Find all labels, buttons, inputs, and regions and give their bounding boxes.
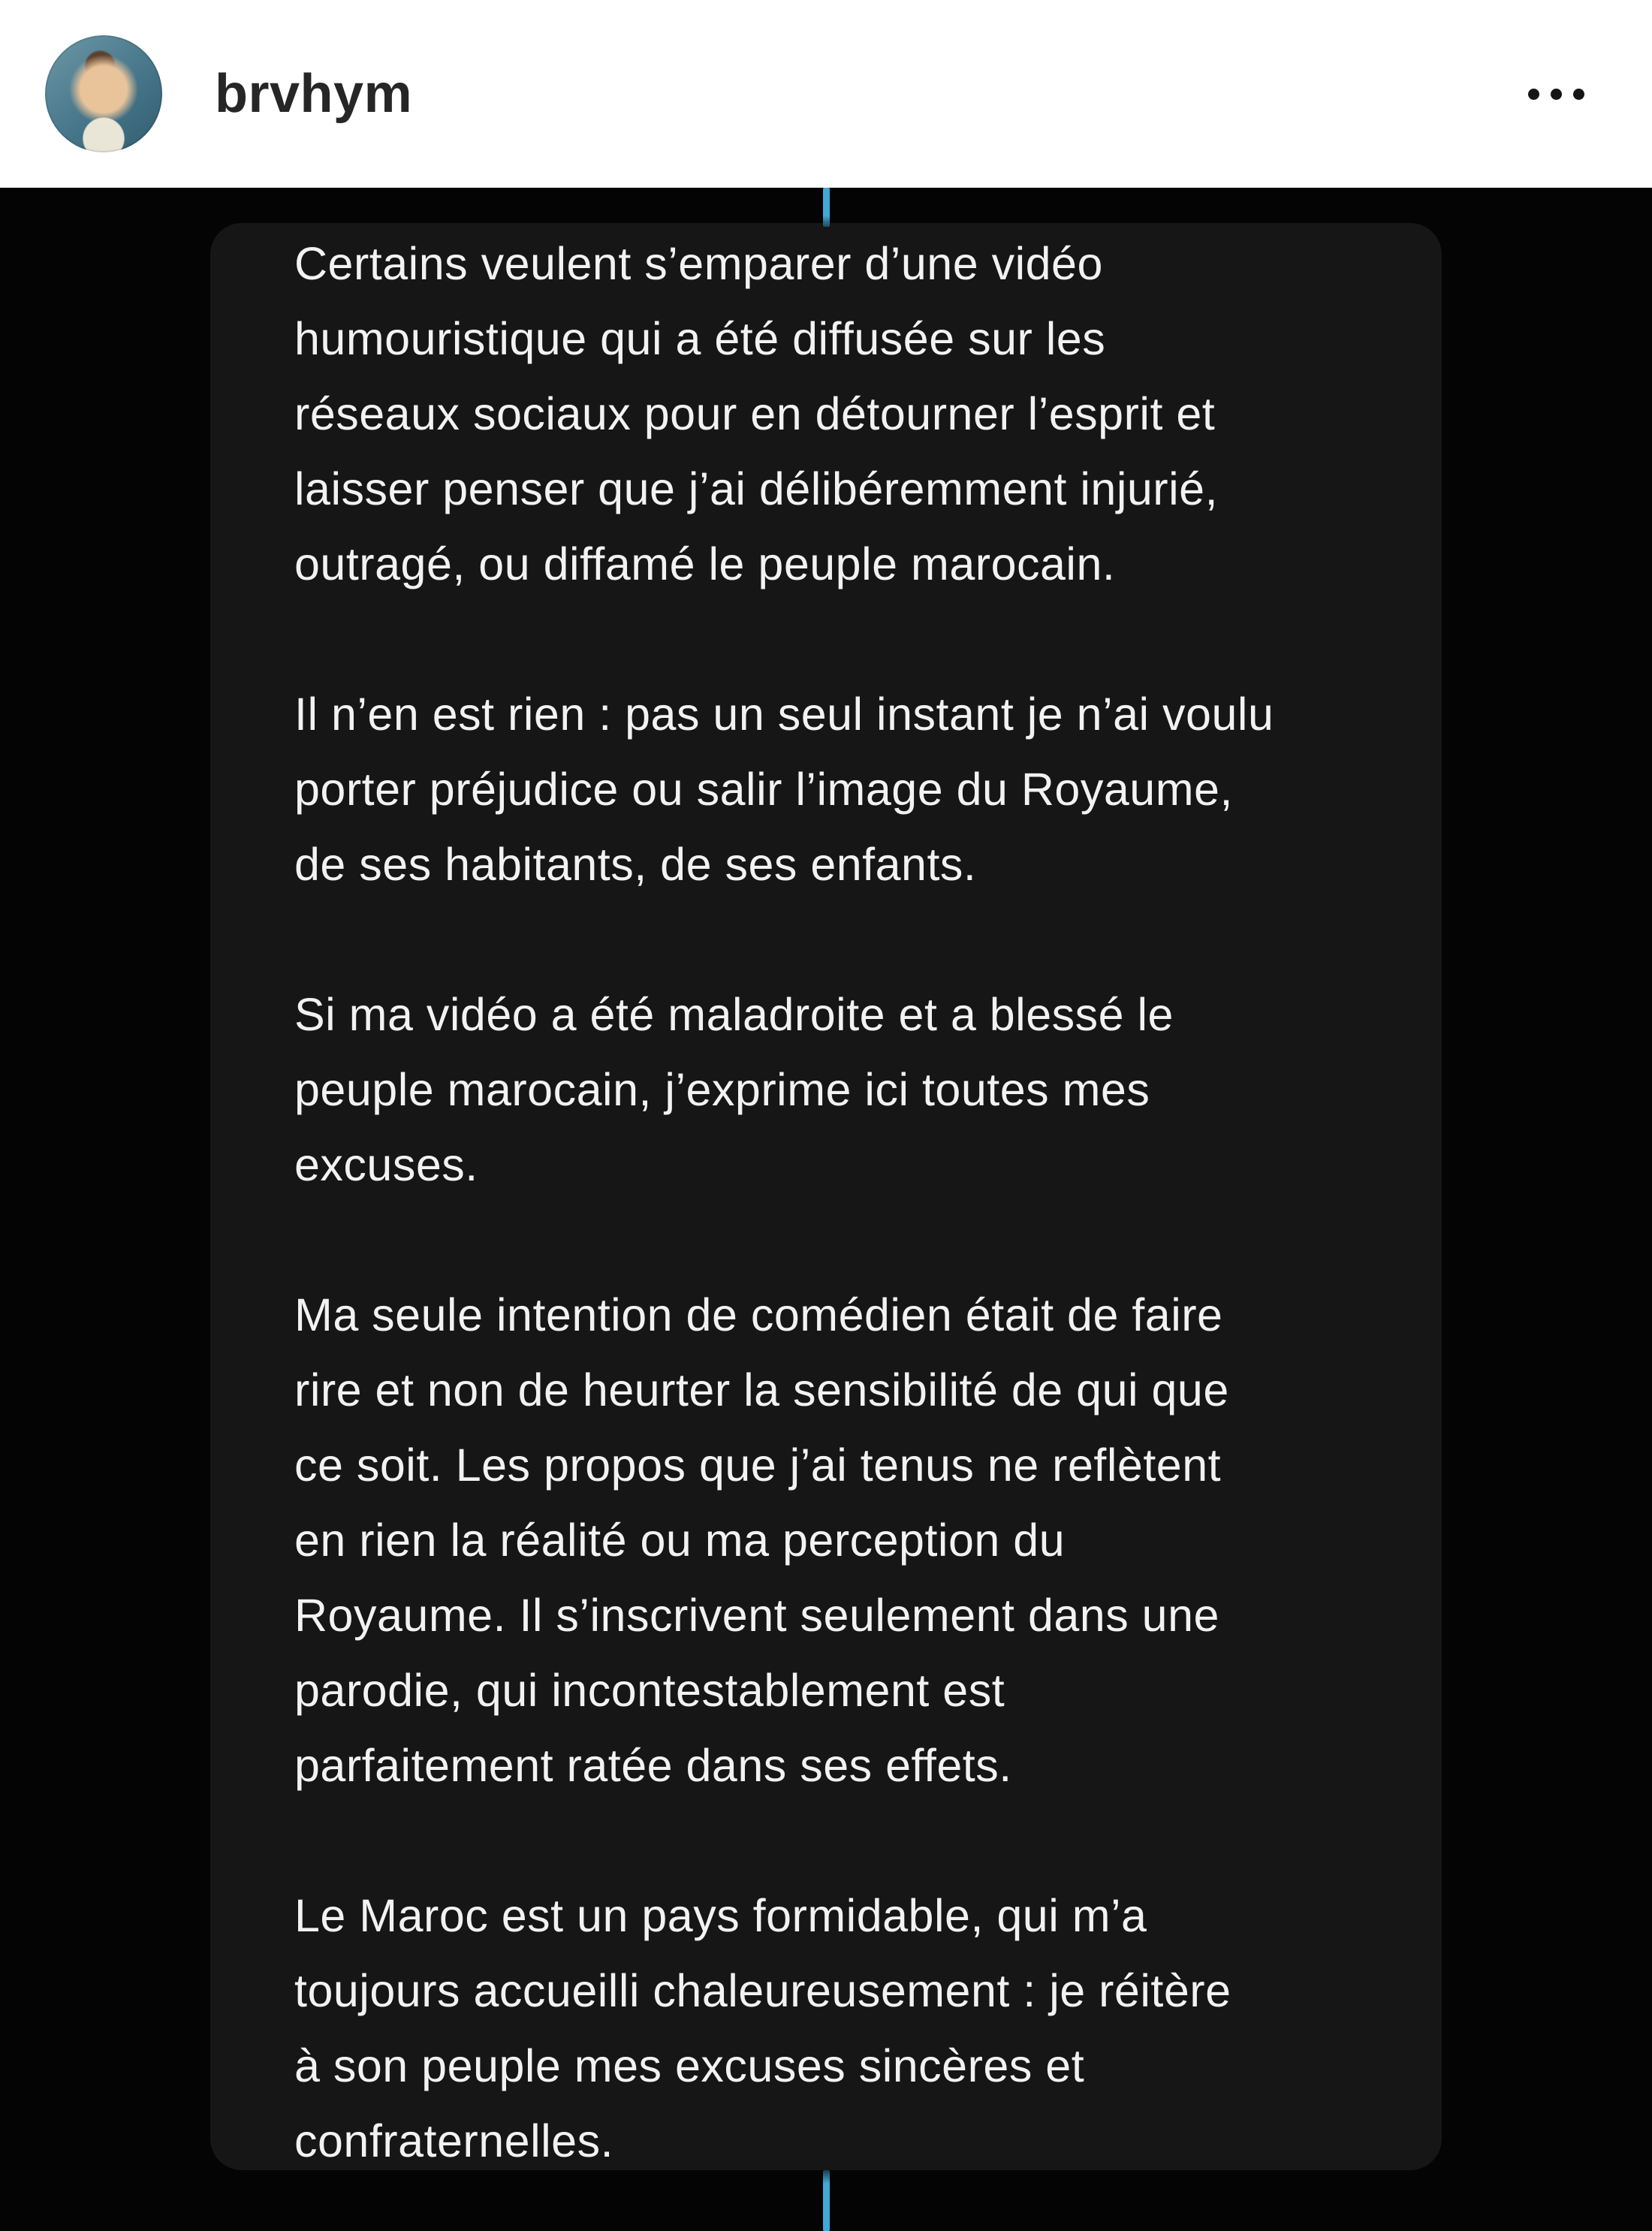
text-line: excuses.: [294, 1139, 478, 1190]
text-line: ce soit. Les propos que j’ai tenus ne reflètent: [294, 1440, 1222, 1491]
text-line: outragé, ou diffamé le peuple marocain.: [294, 538, 1116, 589]
text-line: Le Maroc est un pays formidable, qui m’a: [294, 1890, 1147, 1941]
text-cursor-top: [823, 188, 830, 227]
text-line: de ses habitants, de ses enfants.: [294, 839, 977, 890]
more-options-button[interactable]: [1521, 81, 1592, 107]
username[interactable]: brvhym: [215, 64, 413, 124]
post-image[interactable]: [0, 188, 1652, 2231]
text-line: porter préjudice ou salir l’image du Royaume,: [294, 764, 1233, 815]
paragraph: [294, 1878, 1382, 2178]
text-line: Certains veulent s’emparer d’une vidéo: [294, 238, 1103, 289]
paragraph: [294, 977, 1382, 1202]
text-line: Si ma vidéo a été maladroite et a blessé le: [294, 989, 1174, 1040]
text-line: Ma seule intention de comédien était de faire: [294, 1289, 1223, 1340]
ellipsis-dot-icon: [1551, 89, 1562, 100]
statement-card: [210, 223, 1442, 2170]
text-line: en rien la réalité ou ma perception du: [294, 1515, 1066, 1566]
ellipsis-dot-icon: [1528, 89, 1539, 100]
text-line: parfaitement ratée dans ses effets.: [294, 1740, 1012, 1791]
ellipsis-dot-icon: [1573, 89, 1584, 100]
text-line: peuple marocain, j’exprime ici toutes mes: [294, 1064, 1150, 1115]
text-line: Royaume. Il s’inscrivent seulement dans une: [294, 1590, 1219, 1641]
text-line: Il n’en est rien : pas un seul instant je n’ai voulu: [294, 689, 1274, 740]
text-line: réseaux sociaux pour en détourner l’esprit et: [294, 388, 1216, 439]
text-line: toujours accueilli chaleureusement : je réitère: [294, 1965, 1231, 2016]
text-line: parodie, qui incontestablement est: [294, 1665, 1005, 1716]
text-line: laisser penser que j’ai délibéremment injurié,: [294, 463, 1219, 514]
text-line: rire et non de heurter la sensibilité de qui que: [294, 1364, 1229, 1415]
text-line: à son peuple mes excuses sincères et: [294, 2040, 1085, 2091]
text-cursor-bottom: [823, 2170, 830, 2231]
paragraph: [294, 226, 1382, 601]
paragraph: [294, 677, 1382, 902]
avatar[interactable]: [45, 35, 162, 152]
statement-text: [294, 226, 1382, 2178]
post-header: [0, 0, 1652, 188]
text-line: confraternelles.: [294, 2115, 614, 2166]
text-line: humouristique qui a été diffusée sur les: [294, 313, 1106, 364]
paragraph: [294, 1277, 1382, 1803]
